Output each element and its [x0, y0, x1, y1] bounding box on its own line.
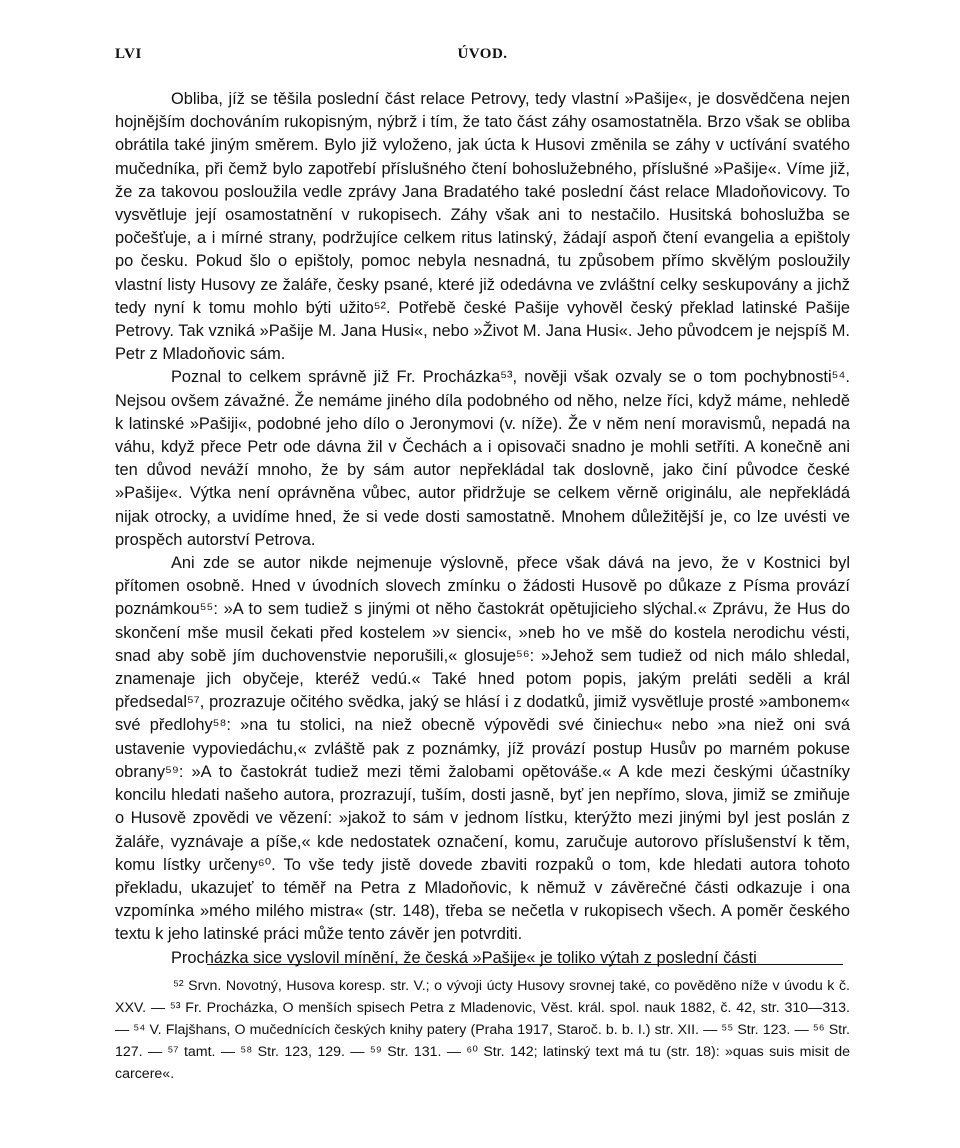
footnote-block: ⁵² Srvn. Novotný, Husova koresp. str. V.; o vývoji úcty Husovy srovnej také, co pověděno níže v úvodu k č. XXV. — ⁵³ Fr. Procházka, O menších spisech Petra z Mladenovic, Věst. král. spol. nauk 1882, č. 42, str. 310—313. — ⁵⁴ V. Flajšhans, O mučednících českých knihy patery (Praha 1917, Staroč. b. b. I.) str. XII. — ⁵⁵ Str. 123. — ⁵⁶ Str. 127. — ⁵⁷ tamt. — ⁵⁸ Str. 123, 129. — ⁵⁹ Str. 131. — ⁶⁰ Str. 142; latinský text má tu (str. 18): »quas suis misit de carcere«. — [115, 978, 850, 1082]
page-number: LVI — [115, 46, 142, 62]
paragraph: Procházka sice vyslovil mínění, že česká »Pašije« je toliko výtah z poslední části — [171, 948, 757, 967]
running-head — [115, 46, 850, 70]
paragraph: Poznal to celkem správně již Fr. Procházka⁵³, nověji však ozvaly se o tom pochybnosti⁵⁴. Nejsou ovšem závažné. Že nemáme jiného díla podobného od něho, nelze říci, když máme, nehledě k latinské »Pašiji«, podobné jeho dílo o Jeronymovi (v. níže). Že v něm není moravismů, nepadá na váhu, když přece Petr ode dávna žil v Čechách a i opisovači snadno je mohli setříti. A konečně ani ten důvod neváží mnoho, že by sám autor nepřekládal tak doslovně, jako činí původce české »Pašije«. Výtka není oprávněna vůbec, autor přidržuje se celkem věrně originálu, ale nepřekládá nijak otrocky, a uvidíme hned, že si vede dosti samostatně. Mnohem důležitější je, co lze uvésti ve prospěch autorství Petrova. — [115, 368, 850, 549]
footnotes — [115, 975, 850, 1085]
running-title: ÚVOD. — [457, 46, 508, 62]
body-text — [115, 88, 850, 970]
paragraph: Obliba, jíž se těšila poslední část relace Petrovy, tedy vlastní »Pašije«, je dosvědčena nejen hojnějším dochováním rukopisným, nýbrž i tím, že tato část záhy osamostatněla. Brzo však se obliba obrátila také jiným směrem. Bylo již vyloženo, jak úcta k Husovi změnila se záhy v uctívání svatého mučedníka, při čemž bylo zapotřebí příslušného čtení bohoslužebného, příslušné »Pašije«. Víme již, že za takovou posloužila vedle zprávy Jana Bradatého také poslední část relace Mladoňovicovy. To vysvětluje její osamostatnění v rukopisech. Záhy však ani to nestačilo. Husitská bohoslužba se počešťuje, a i mírné strany, podržujíce celkem ritus latinský, žádají aspoň čtení evangelia a epištoly po česku. Pokud šlo o epištoly, pomoc nebyla nesnadná, tu způsobem přímo skvělým posloužily vlastní listy Husovy ze žaláře, česky psané, které již odedávna ve zvláštní celky seskupovány a jichž tedy nyní k tomu mohlo býti užito⁵². Potřebě české Pašije vyhověl český překlad latinské Pašije Petrovy. Tak vzniká »Pašije M. Jana Husi«, nebo »Život M. Jana Husi«. Jeho původcem je nejspíš M. Petr z Mladoňovic sám. — [115, 90, 850, 364]
paragraph: Ani zde se autor nikde nejmenuje výslovně, přece však dává na jevo, že v Kostnici byl přítomen osobně. Hned v úvodních slovech zmínku o žádosti Husově po důkaze z Písma provází poznámkou⁵⁵: »A to sem tudiež s jinými ot něho častokrát opětujicieho slýchal.« Zprávu, že Hus do skončení mše musil čekati před kostelem »v sienci«, »neb ho ve mšě do kostela nerodichu vésti, snad aby sobě jím duchovenstvie neporušili,« glosuje⁵⁶: »Jehož sem tudiež od nich málo shledal, znamenaje jich obyčeje, kteréž vedú.« Také hned potom popis, jakým preláti seděli a král předsedal⁵⁷, prozrazuje očitého svědka, jaký se hlásí i z dodatků, jimiž vysvětluje prosté »ambonem« své předlohy⁵⁸: »na tu stolici, na niež obecně výpovědi své činiechu« nebo »na niež oni svá ustavenie vypoviedáchu,« zvláště pak z poznámky, jíž provází postup Husův po marném pokuse obrany⁵⁹: »A to častokrát tudiež mezi těmi žalobami opětováše.« A kde mezi českými účastníky koncilu hledati našeho autora, prozrazují, tuším, dosti jasně, byť jen nepřímo, slova, jimiž se zmiňuje o Husově zpovědi ve vězení: »jakož to sám v jednom lístku, kterýžto mezi jinými byl jest poslán z žaláře, vyznávaje a píše,« kde nedostatek označení, komu, zaručuje autorovo příslušenství k těm, komu lístky určeny⁶⁰. To vše tedy jistě dovede zbaviti rozpaků o tom, kde hledati autora tohoto překladu, ukazujeť to téměř na Petra z Mladoňovic, k němuž v závěrečné části odkazuje i ona vzpomínka »mého milého mistra« (str. 148), třeba se nečetla v rukopisech všech. A poměr českého textu k jeho latinské práci může tento závěr jen potvrditi. — [115, 554, 850, 944]
page — [115, 46, 850, 970]
footnote-rule — [207, 964, 843, 965]
